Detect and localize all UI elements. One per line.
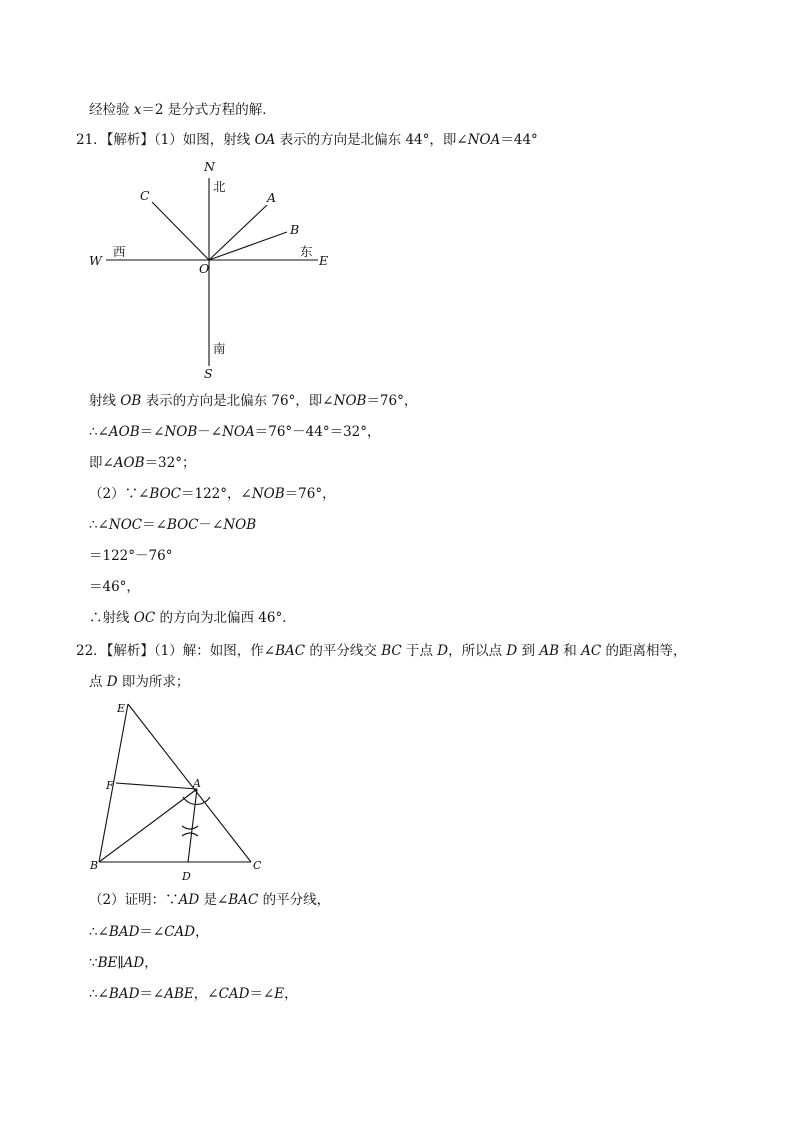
text: ＝44° (500, 132, 538, 148)
arc-mark-lower (182, 833, 198, 836)
text: 的距离相等， (601, 643, 687, 659)
label-north: 北 (213, 179, 226, 194)
text: ＝122°，∠ (180, 486, 252, 502)
var: NOB (251, 486, 285, 502)
text: 点 (89, 674, 107, 690)
text: 22．【解析】（1）解：如图，作∠ (76, 643, 276, 659)
text: （2）证明：∵ (89, 892, 179, 908)
var: BE (97, 955, 118, 971)
line-proof-given (89, 891, 330, 909)
text: ∴∠ (89, 424, 109, 440)
label-e: E (117, 702, 126, 715)
arc-mark-upper (182, 826, 198, 829)
label-a: A (267, 190, 277, 205)
segment-ad (188, 789, 197, 862)
text: ＝∠ (139, 986, 165, 1002)
text: ＝76°－44°＝32°， (254, 424, 381, 440)
text: ＝∠ (142, 517, 167, 533)
var: AD (123, 955, 145, 971)
text: 是∠ (199, 892, 229, 908)
var: OC (133, 610, 156, 626)
label-f: F (106, 779, 114, 792)
var: NOB (164, 424, 198, 440)
var: BC (381, 643, 402, 659)
text: ∵ (89, 955, 98, 971)
text: ＝76°， (366, 393, 418, 409)
var: AB (539, 643, 560, 659)
label-d: D (182, 870, 191, 883)
text: －∠ (198, 517, 224, 533)
text: ∥ (117, 955, 124, 971)
var: AOB (113, 455, 145, 471)
label-e: E (319, 253, 329, 268)
label-south: 南 (213, 341, 226, 356)
var: AOB (108, 424, 140, 440)
var: D (437, 643, 449, 659)
text: ，所以点 (448, 643, 507, 659)
text: －∠ (197, 424, 223, 440)
var: AD (178, 892, 200, 908)
var: D (106, 674, 118, 690)
text: 21．【解析】（1）如图，射线 (76, 132, 255, 148)
segment-fa (116, 783, 197, 789)
text: 到 (517, 643, 540, 659)
text: 表示的方向是北偏东 76°，即∠ (141, 393, 334, 409)
text: 表示的方向是北偏东 44°，即∠ (275, 132, 468, 148)
var: NOA (467, 132, 501, 148)
text: ，∠ (193, 986, 219, 1002)
var: CAD (164, 924, 196, 940)
label-c: C (140, 188, 150, 203)
text: ＝122°－76° (89, 548, 173, 564)
segment-ba (99, 789, 197, 862)
label-west: 西 (113, 244, 126, 259)
text: 射线 (89, 393, 121, 409)
var: NOB (333, 393, 367, 409)
var: BAD (108, 986, 140, 1002)
var: CAD (218, 986, 250, 1002)
text: ＝32°； (144, 455, 196, 471)
var: NOA (222, 424, 255, 440)
label-b: B (290, 222, 300, 237)
var: BAC (275, 643, 306, 659)
label-east: 东 (300, 244, 313, 259)
label-c: C (253, 859, 262, 872)
var: OA (254, 132, 276, 148)
label-s: S (204, 366, 213, 381)
text: ∴∠ (89, 517, 109, 533)
var: BOC (149, 486, 181, 502)
text: 经检验 (89, 102, 134, 118)
text: ＝76°， (284, 486, 336, 502)
text: ， (284, 986, 298, 1002)
text: ， (144, 955, 158, 971)
var: D (506, 643, 518, 659)
line-parallel (89, 954, 158, 972)
var: BAD (108, 924, 140, 940)
var: ABE (164, 986, 194, 1002)
var: OB (120, 393, 142, 409)
text: ＝46°， (89, 579, 140, 595)
segment-ec (128, 704, 251, 862)
text: ＝∠ (139, 424, 165, 440)
label-b: B (90, 859, 99, 872)
label-n: N (204, 159, 215, 174)
text: （2）∵∠ (89, 486, 150, 502)
label-o: O (199, 261, 210, 276)
label-w: W (89, 253, 102, 268)
line-bad-cad (89, 923, 209, 941)
text: 的平分线交 (305, 643, 382, 659)
var: BAC (228, 892, 259, 908)
var: E (274, 986, 285, 1002)
text: ＝2 是分式方程的解． (141, 102, 276, 118)
var: BOC (166, 517, 199, 533)
var: x (133, 102, 142, 118)
line-angle-equal (89, 985, 298, 1003)
text: 于点 (401, 643, 438, 659)
label-a: A (193, 777, 201, 790)
var: NOB (223, 517, 257, 533)
text: ∴∠ (89, 986, 109, 1002)
text: ， (195, 924, 209, 940)
text: 和 (559, 643, 582, 659)
text: ∴∠ (89, 924, 109, 940)
text: ∴射线 (89, 610, 134, 626)
text: 的方向为北偏西 46°． (155, 610, 296, 626)
text: ＝∠ (249, 986, 275, 1002)
text: 即为所求； (117, 674, 190, 690)
var: AC (581, 643, 602, 659)
text: ＝∠ (139, 924, 165, 940)
var: NOC (108, 517, 143, 533)
text: 即∠ (89, 455, 114, 471)
text: 的平分线， (258, 892, 331, 908)
